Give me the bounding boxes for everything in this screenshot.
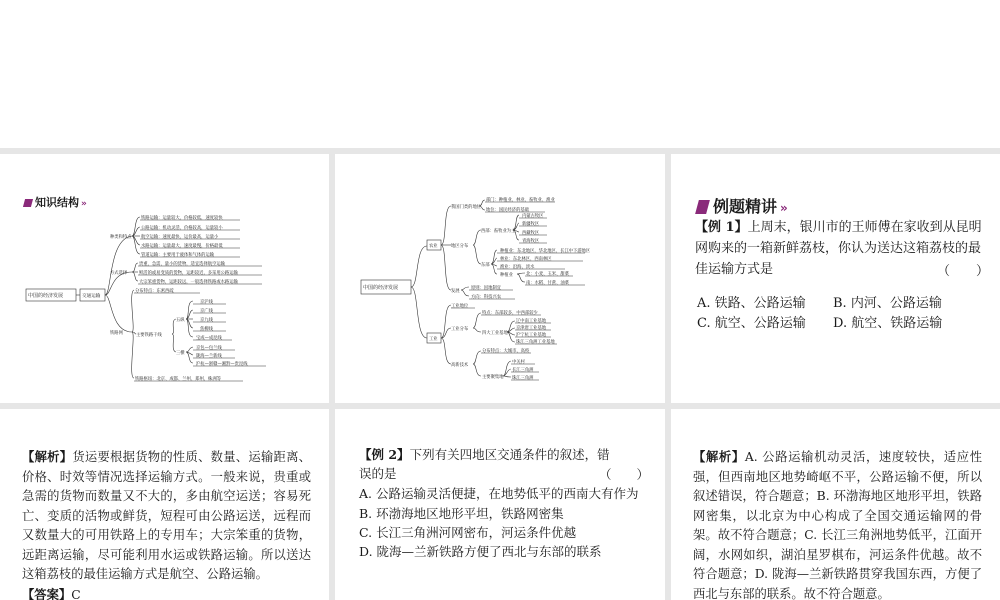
types-label: 种类和特点 xyxy=(110,235,132,240)
answer-label: 【答案】 xyxy=(22,586,72,600)
crops-label: 种植业 xyxy=(500,273,513,278)
hightech-label: 高新技术 xyxy=(451,363,469,368)
agri-dev-item: 部门：种植业、林业、畜牧业、渔业 xyxy=(486,198,555,203)
choice-label: 方式选择 xyxy=(110,271,128,276)
knowledge-structure-panel xyxy=(0,154,329,403)
analysis-1-panel xyxy=(0,409,329,600)
root-label: 中国的经济发展 xyxy=(28,293,64,299)
west-item: 新疆牧区 xyxy=(522,222,540,227)
ns-line: 京广线 xyxy=(200,309,213,314)
agri-dev-item: 地位：国民经济的基础 xyxy=(486,208,529,213)
zone-item: 珠江三角洲 xyxy=(512,376,534,381)
example-heading xyxy=(697,194,788,217)
rail-hubs: 铁路枢纽：北京、成都、兰州、郑州、株洲等 xyxy=(135,377,221,382)
answer-paren: （ ） xyxy=(599,467,650,482)
ew-line: 京包—包兰线 xyxy=(196,346,222,351)
type-item: 管道运输：主要用于液体和气体的运输 xyxy=(141,253,215,258)
east-item: 渔业：沿海、淡水 xyxy=(500,265,535,270)
west-label: 西部：畜牧业为主 xyxy=(481,229,516,234)
heading-text: 例题精讲 xyxy=(713,197,778,216)
ns-line: 宝成—成昆线 xyxy=(196,336,222,341)
mid-label: 交通运输 xyxy=(82,294,101,299)
base-item: 辽中南工业基地 xyxy=(516,319,547,324)
analysis-label: 【解析】 xyxy=(693,449,745,464)
west-item: 内蒙古牧区 xyxy=(522,214,544,219)
double-arrow-icon: » xyxy=(780,201,788,215)
root-label: 中国的经济发展 xyxy=(363,285,399,291)
ns-line: 京九线 xyxy=(200,318,213,323)
west-item: 西藏牧区 xyxy=(522,231,540,236)
analysis-2-panel xyxy=(671,409,1000,600)
ew-line: 陇海—兰新线 xyxy=(196,354,222,359)
choice-item: 大宗笨重货物，运距较远，一般选择铁路或水路运输 xyxy=(139,280,238,285)
economy-mindmap-panel xyxy=(335,154,665,403)
base-item: 珠江三角洲工业基地 xyxy=(516,340,555,345)
ns-line: 焦柳线 xyxy=(200,327,213,332)
rail-label: 铁路网 xyxy=(110,331,123,336)
choice-item: 鲜活的或易变质的货物，运距较近，多采用公路运输 xyxy=(139,271,238,276)
transport-mind-map xyxy=(0,154,329,403)
type-item: 公路运输：机动灵活，价格较高，运量较小 xyxy=(141,226,223,231)
double-arrow-icon: » xyxy=(81,199,87,209)
industry-dist-item: 特点：东部较多，中西部较少 xyxy=(482,311,538,316)
example-label: 【例 2】 xyxy=(359,447,410,462)
base-item: 沪宁杭工业基地 xyxy=(516,333,547,338)
industry-dist-label: 工业分布 xyxy=(451,327,469,332)
zone-item: 中关村 xyxy=(512,360,525,365)
type-item: 铁路运输：运量较大，价格较低，速度较快 xyxy=(141,216,223,221)
analysis-1-text xyxy=(22,447,311,600)
option-a[interactable]: A. 公路运输灵活便捷，在地势低平的西南大有作为 xyxy=(359,486,639,501)
zone-item: 长江三角洲 xyxy=(512,368,534,373)
ew-label: 三横 xyxy=(176,351,185,356)
question-text: 上周末，银川市的王师傅在家收到从昆明网购来的一箱新鲜荔枝，你认为送达这箱荔枝的最佳运输方式是 xyxy=(695,220,982,277)
diamond-icon xyxy=(695,200,710,214)
east-item: 种植业：东北地区，华北地区，长江中下游地区 xyxy=(500,249,591,254)
option-a[interactable]: A. 铁路、公路运输 xyxy=(697,296,806,311)
analysis-label: 【解析】 xyxy=(22,449,73,464)
east-item: 林业：东北林区，西南林区 xyxy=(500,257,552,262)
hightech-item: 分布特点：大城市、高校 xyxy=(482,349,530,354)
analysis-body: A. 公路运输机动灵活，速度较快，适应性强，但西南地区地势崎岖不平，公路运输不便，所以叙述错误，符合题意；B. 环渤海地区地形平坦，铁路网密集，以北京为中心构成了全国交通运输网的骨架。故不符合题意；C. 长江三角洲地势低平，江面开阔，水网如织，湖泊星罗棋布，河运条件优越。故不符合题意；D. 陇海—兰新铁路贯穿我国东西，方便了西北与东部的联系。故不符合题意。 xyxy=(693,450,982,600)
agri-dev-label: 我国门类的地位 xyxy=(451,205,482,210)
question-text: 下列有关四地区交通条件的叙述，错误的是 xyxy=(359,447,610,481)
industry-status: 工业地位 xyxy=(451,304,469,309)
west-item: 青海牧区 xyxy=(522,239,540,244)
agri-develop-label: 发展 xyxy=(451,289,460,294)
option-b[interactable]: B. 内河、公路运输 xyxy=(833,296,942,311)
agri-label: 农业 xyxy=(429,244,438,249)
agri-region-label: 地区分布 xyxy=(451,244,469,249)
example-label: 【例 1】 xyxy=(695,220,748,235)
ns-label: 五纵 xyxy=(176,318,185,323)
example-1-panel xyxy=(671,154,1000,403)
rail-dist: 分布特点：东密西疏 xyxy=(135,289,174,294)
type-item: 航空运输：速度最快，运价最高，运量小 xyxy=(141,235,219,240)
zones-label: 主要聚集地 xyxy=(482,375,504,380)
type-item: 水路运输：运量最大，速度最慢，价格最低 xyxy=(141,244,223,249)
rail-trunk: 主要铁路干线 xyxy=(136,333,162,338)
example-2-question xyxy=(359,445,621,483)
analysis-body: 货运要根据货物的性质、数量、运输距离、价格、时效等情况选择运输方式。一般来说，贵重或急需的货物而数量又不大的，多由航空运送；容易死亡、变质的活物或鲜货，短程可由公路运送，远程而又数量大的可用铁路上的专用车；大宗笨重的货物，远距离运输，尽可能利用水运或铁路运输。所以送达这箱荔枝的最佳运输方式是航空、公路运输。 xyxy=(22,450,311,581)
option-b[interactable]: B. 环渤海地区地形平坦，铁路网密集 xyxy=(359,506,564,521)
crop-item: 北：小麦、玉米、甜菜 xyxy=(526,272,569,277)
four-bases-label: 四大工业基地 xyxy=(482,331,508,336)
base-item: 京津唐工业基地 xyxy=(516,326,547,331)
analysis-2-text xyxy=(693,447,982,600)
answer-paren: （ ） xyxy=(937,264,990,279)
ew-line: 沪杭—浙赣—湘黔—贵昆线 xyxy=(196,362,248,367)
option-d[interactable]: D. 航空、铁路运输 xyxy=(833,316,943,331)
choice-item: 贵重、急需、量小的货物，适宜选择航空运输 xyxy=(139,262,225,267)
crop-item: 南：水稻、甘蔗、油菜 xyxy=(526,281,569,286)
option-d[interactable]: D. 陇海—兰新铁路方便了西北与东部的联系 xyxy=(359,544,602,559)
example-2-panel xyxy=(335,409,665,600)
develop-item: 原则：因地制宜 xyxy=(471,286,502,291)
develop-item: 方向：科技兴农 xyxy=(471,295,502,300)
option-c[interactable]: C. 航空、公路运输 xyxy=(697,316,806,331)
industry-label: 工业 xyxy=(429,337,438,342)
option-c[interactable]: C. 长江三角洲河网密布，河运条件优越 xyxy=(359,525,577,540)
economy-mind-map xyxy=(335,154,665,403)
ns-line: 京沪线 xyxy=(200,300,213,305)
east-label: 东部 xyxy=(481,263,490,268)
heading-text: 知识结构 xyxy=(35,196,79,209)
answer-value: C xyxy=(71,587,81,600)
